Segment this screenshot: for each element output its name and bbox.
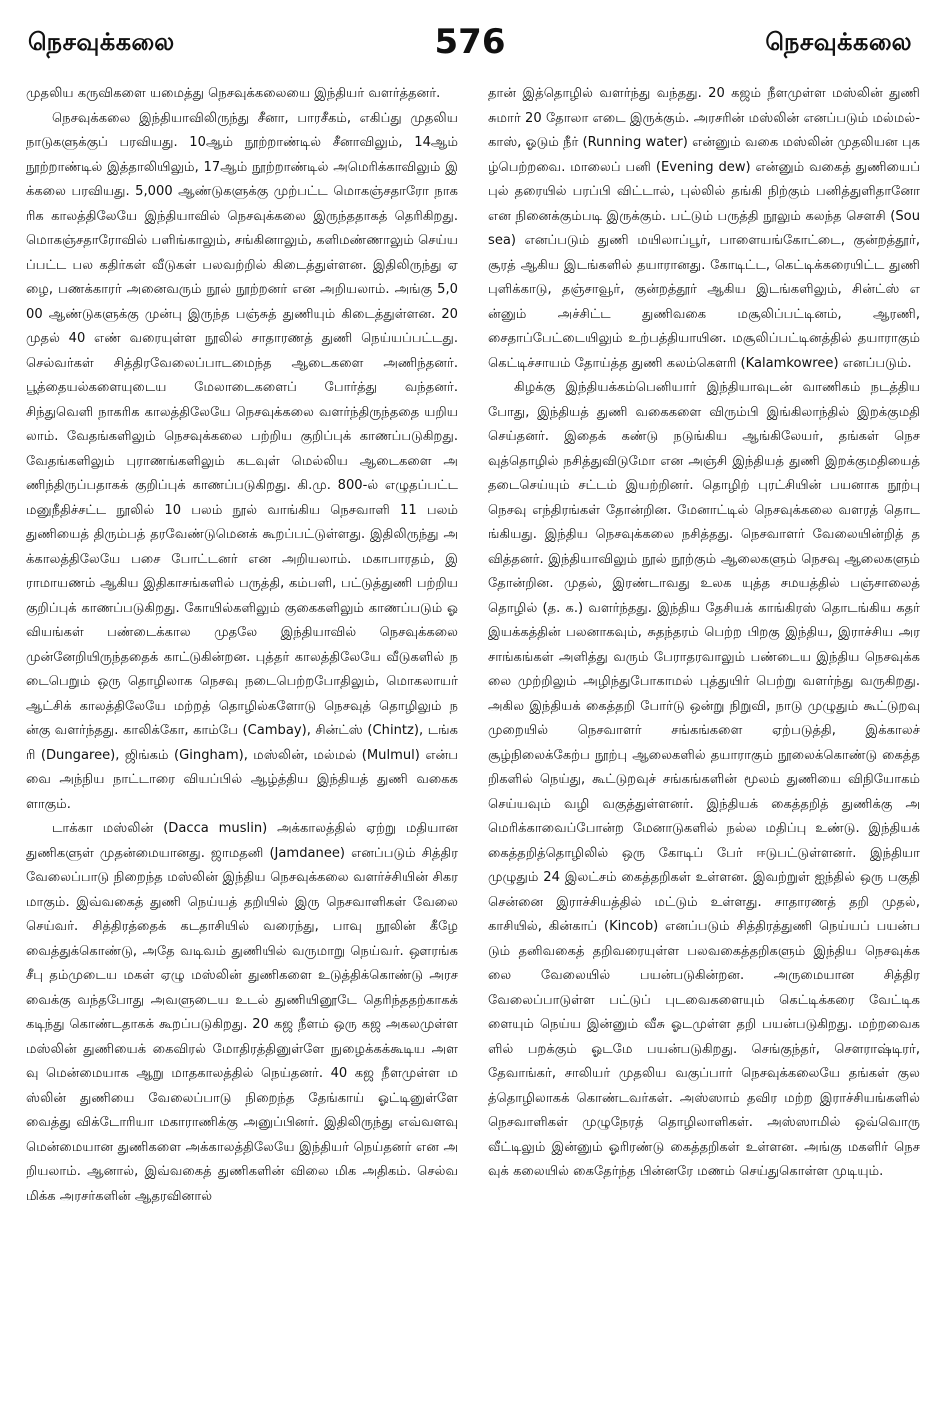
paragraph-muslin-varieties: தான் இத்தொழில் வளர்ந்து வந்தது. 20 கஜம் நீளமுள்ள மஸ்லின் துணி சுமார் 20 தோலா எடை இருக்கும். அரசரின் மஸ்லின் எனப்படும் மல்மல்-காஸ், ஓடும் நீர் (Running water) என்னும் வகை மஸ்லின் முதலியன புகழ்பெற்றவை. மாலைப் பனி (Evening dew) என்னும் வகைத் துணியைப் புல் தரையில் பரப்பி விட்டால், புல்லில் தங்கி நிற்கும் பனித்துளிதானோ என நினைக்கும்படி இருக்கும். பட்டும் பருத்தி நூலும் கலந்த சௌசி (Sousea) எனப்படும் துணி மயிலாப்பூர், பாளையங்கோட்டை, குன்றத்தூர், சூரத் ஆகிய இடங்களில் தயாரானது. கோடிட்ட, கெட்டிக்கரையிட்ட துணி புளிக்காடு, தஞ்சாவூர், குன்றத்தூர் ஆகிய இடங்களிலும், சின்ட்ஸ் என்னும் அச்சிட்ட துணிவகை மசூலிப்பட்டினம், ஆரணி, சைதாப்பேட்டையிலும் உற்பத்தியாயின. மசூலிப்பட்டினத்தில் தயாராகும் கெட்டிச்சாயம் தோய்த்த துணி கலம்கௌரி (Kalamkowree) எனப்படும். [488, 86, 920, 371]
running-title-right: நெசவுக்கலை [765, 28, 912, 56]
page-number: 576 [434, 22, 506, 62]
paragraph-modern-weaving: கிழக்கு இந்தியக்கம்பெனியார் இந்தியாவுடன் வாணிகம் நடத்திய போது, இந்தியத் துணி வகைகளை விரும்பி இங்கிலாந்தில் இறக்குமதி செய்தனர். இதைக் கண்டு நடுங்கிய ஆங்கிலேயர், தங்கள் நெசவுத்தொழில் நசித்துவிடுமோ என அஞ்சி இந்தியத் துணி இறக்குமதியைத் தடைசெய்யும் சட்டம் இயற்றினர். தொழிற் புரட்சியின் பயனாக நூற்பு நெசவு எந்திரங்கள் தோன்றின. மேனாட்டில் நெசவுக்கலை வளரத் தொடங்கியது. இந்திய நெசவுக்கலை நசித்தது. நெசவாளர் வேலையின்றித் தவித்தனர். இந்தியாவிலும் நூல் நூற்கும் ஆலைகளும் நெசவு ஆலைகளும் தோன்றின. முதல், இரண்டாவது உலக யுத்த சமயத்தில் பஞ்சாலைத் தொழில் (த. க.) வளர்ந்தது. இந்திய தேசியக் காங்கிரஸ் தொடங்கிய கதர் இயக்கத்தின் பலனாகவும், சுதந்தரம் பெற்ற பிறகு இந்திய, இராச்சிய அரசாங்கங்கள் அளித்து வரும் பேராதரவாலும் பண்டைய இந்திய நெசவுக்கலை முற்றிலும் அழிந்துபோகாமல் புத்துயிர் பெற்று வளர்ந்து வருகிறது. அகில இந்தியக் கைத்தறி போர்டு ஒன்று நிறுவி, நாடு முழுதும் கூட்டுறவு முறையில் நெசவாளர் சங்கங்களை ஏற்படுத்தி, இக்காலச் சூழ்நிலைக்கேற்ப நூற்பு ஆலைகளில் தயாராகும் நூலைக்கொண்டு கைத்தறிகளில் நெய்து, கூட்டுறவுச் சங்கங்களின் மூலம் துணியை விநியோகம் செய்யவும் வழி வகுத்துள்ளனர். இந்தியக் கைத்தறித் துணிக்கு அமெரிக்காவைப்போன்ற மேனாடுகளில் நல்ல மதிப்பு உண்டு. இந்தியக் கைத்தறித்தொழிலில் ஒரு கோடிப் பேர் ஈடுபட்டுள்ளனர். இந்தியா முழுதும் 24 இலட்சம் கைத்தறிகள் உள்ளன. இவற்றுள் ஐந்தில் ஒரு பகுதி சென்னை இராச்சியத்தில் மட்டும் உள்ளது. சாதாரணத் தறி முதல், காசியில், கின்காப் (Kincob) எனப்படும் சித்திரத்துணி நெய்யப் பயன்படும் தனிவகைத் தறிவரையுள்ள பலவகைத்தறிகளும் இந்திய நெசவுக்கலை வேலையில் பயன்படுகின்றன. அருமையான சித்திர வேலைப்பாடுள்ள பட்டுப் புடவைகளையும் கெட்டிக்கரை வேட்டிகளையும் நெய்ய இன்னும் வீசு ஓடமுள்ள தறி பயன்படுகிறது. மற்றவைகளில் பறக்கும் ஓடமே பயன்படுகிறது. செங்குந்தர், சௌராஷ்டிரர், தேவாங்கர், சாலியர் முதலிய வகுப்பார் நெசவுக்கலையே தங்கள் குலத்தொழிலாகக் கொண்டவர்கள். அஸ்ஸாம் தவிர மற்ற இராச்சியங்களில் நெசவாளிகள் முழுநேரத் தொழிலாளிகள். அஸ்ஸாமில் ஒவ்வொரு வீட்டிலும் இன்னும் ஓரிரண்டு கைத்தறிகள் உள்ளன. அங்கு மகளிர் நெசவுக் கலையில் கைதேர்ந்த பின்னரே மணம் செய்துகொள்ள முடியும். [488, 380, 920, 1179]
running-title-left: நெசவுக்கலை [28, 28, 175, 56]
paragraph-history: நெசவுக்கலை இந்தியாவிலிருந்து சீனா, பாரசீகம், எகிப்து முதலிய நாடுகளுக்குப் பரவியது. 10ஆம் நூற்றாண்டில் சீனாவிலும், 14ஆம் நூற்றாண்டில் இத்தாலியிலும், 17ஆம் நூற்றாண்டில் அமெரிக்காவிலும் இக்கலை பரவியது. 5,000 ஆண்டுகளுக்கு முற்பட்ட மொகஞ்சதாரோ நாகரிக காலத்திலேயே இந்தியாவில் நெசவுக்கலை இருந்ததாகத் தெரிகிறது. மொகஞ்சதாரோவில் பளிங்காலும், சங்கினாலும், களிமண்ணாலும் செய்யப்பட்ட பல கதிர்கள் வீடுகள் பலவற்றில் கிடைத்துள்ளன. இதிலிருந்து ஏழை, பணக்காரர் அனைவரும் நூல் நூற்றனர் என அறியலாம். அங்கு 5,000 ஆண்டுகளுக்கு முன்பு இருந்த பஞ்சுத் துணியும் கிடைத்துள்ளன. 20 முதல் 40 எண் வரையுள்ள நூலில் சாதாரணத் துணி நெய்யப்பட்டது. செல்வர்கள் சித்திரவேலைப்பாடமைந்த ஆடைகளை அணிந்தனர். பூத்தையல்களையுடைய மேலாடைகளைப் போர்த்து வந்தனர். சிந்துவெளி நாகரிக காலத்திலேயே நெசவுக்கலை வளர்ந்திருந்ததை யறியலாம். வேதங்களிலும் நெசவுக்கலை பற்றிய குறிப்புக் காணப்படுகிறது. வேதங்களிலும் புராணங்களிலும் கடவுள் மெல்லிய ஆடைகளை அணிந்திருப்பதாகக் குறிப்புக் காணப்படுகிறது. கி.மு. 800-ல் எழுதப்பட்ட மனுநீதிச்சட்ட நூலில் 10 பலம் நூல் வாங்கிய நெசவாளி 11 பலம் துணியைத் திரும்பத் தரவேண்டுமெனக் கூறப்பட்டுள்ளது. இதிலிருந்து அக்காலத்திலேயே பசை போட்டனர் என அறியலாம். மகாபாரதம், இராமாயணம் ஆகிய இதிகாசங்களில் பருத்தி, கம்பளி, பட்டுத்துணி பற்றிய குறிப்புக் காணப்படுகிறது. கோயில்களிலும் குகைகளிலும் காணப்படும் ஓவியங்கள் பண்டைக்கால முதலே இந்தியாவில் நெசவுக்கலை முன்னேறியிருந்ததைக் காட்டுகின்றன. புத்தர் காலத்திலேயே வீடுகளில் நடைபெறும் ஒரு தொழிலாக நெசவு நடைபெற்றபோதிலும், மொகலாயர் ஆட்சிக் காலத்திலேயே மற்றத் தொழில்களோடு நெசவுத் தொழிலும் நன்கு வளர்ந்தது. காலிக்கோ, காம்பே (Cambay), சின்ட்ஸ் (Chintz), டங்கரி (Dungaree), ஜிங்கம் (Gingham), மஸ்லின், மல்மல் (Mulmul) என்பவை அந்நிய நாட்டாரை வியப்பில் ஆழ்த்திய இந்தியத் துணி வகைகளாகும். [26, 110, 458, 812]
right-column [488, 82, 920, 1394]
paragraph-continuation: முதலிய கருவிகளை யமைத்து நெசவுக்கலையை இந்தியர் வளர்த்தனர். [26, 86, 441, 101]
page-header [24, 24, 916, 72]
paragraph-dacca-muslin: டாக்கா மஸ்லின் (Dacca muslin) அக்காலத்தில் ஏற்று மதியான துணிகளுள் முதன்மையானது. ஜாமதனி (Jamdanee) எனப்படும் சித்திரவேலைப்பாடு நிறைந்த மஸ்லின் இந்திய நெசவுக்கலை வளர்ச்சியின் சிகரமாகும். இவ்வகைத் துணி நெய்யத் தறியில் இரு நெசவாளிகள் வேலை செய்வர். சித்திரத்தைக் கடதாசியில் வரைந்து, பாவு நூலின் கீழே வைத்துக்கொண்டு, அதே வடிவம் துணியில் வருமாறு நெய்வர். ஔரங்கசீபு தம்முடைய மகள் ஏழு மஸ்லின் துணிகளை உடுத்திக்கொண்டு அரசவைக்கு வந்தபோது அவளுடைய உடல் துணியினூடே தெரிந்ததற்காகக் கடிந்து கொண்டதாகக் கூறப்படுகிறது. 20 கஜ நீளம் ஒரு கஜ அகலமுள்ள மஸ்லின் துணியைக் கைவிரல் மோதிரத்தினுள்ளே நுழைக்கக்கூடிய அளவு மென்மையாக ஆறு மாதகாலத்தில் நெய்தனர். 40 கஜ நீளமுள்ள மஸ்லின் துணியை வேலைப்பாடு நிறைந்த தேங்காய் ஓட்டினுள்ளே வைத்து விக்டோரியா மகாராணிக்கு அனுப்பினர். இதிலிருந்து எவ்வளவு மென்மையான துணிகளை அக்காலத்திலேயே இந்தியர் நெய்தனர் என அறியலாம். ஆனால், இவ்வகைத் துணிகளின் விலை மிக அதிகம். செல்வமிக்க அரசர்களின் ஆதரவினால் [26, 821, 458, 1204]
left-column [26, 82, 458, 1394]
